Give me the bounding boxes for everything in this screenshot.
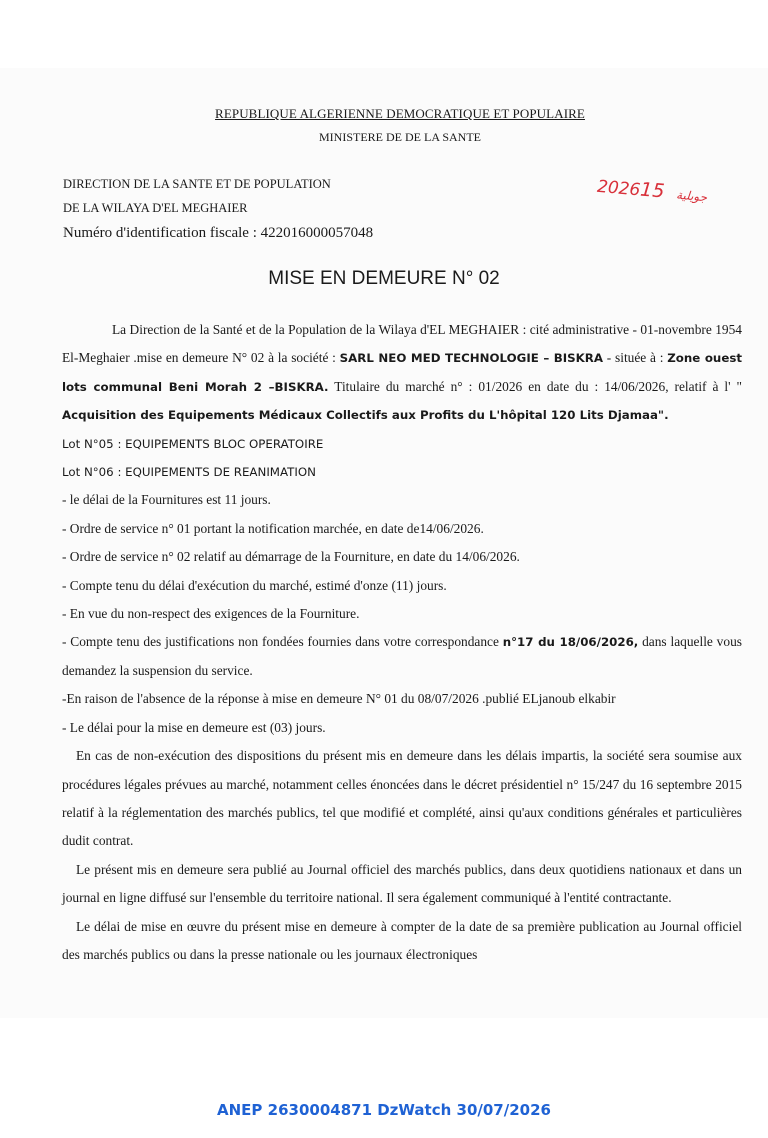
item6-text: - Compte tenu des justifications non fondées fournies dans votre correspondance	[62, 634, 503, 650]
top-margin	[0, 0, 768, 68]
list-item: - Ordre de service n° 01 portant la notification marchée, en date de14/06/2026.	[62, 520, 484, 536]
deadline-paragraph: Le délai de mise en œuvre du présent mise en demeure à compter de la date de sa première publication au Journal officiel des marchés publics ou dans la presse nationale ou les journaux électroniques	[62, 918, 742, 962]
fiscal-id: Numéro d'identification fiscale : 422016000057048	[63, 225, 374, 241]
direction-line1: DIRECTION DE LA SANTE ET DE POPULATION	[63, 177, 331, 191]
intro-paragraph	[62, 316, 742, 430]
list-item: - Le délai pour la mise en demeure est (03) jours.	[62, 719, 326, 735]
list-item: - le délai de la Fournitures est 11 jours.	[62, 492, 271, 508]
intro-text-3: Titulaire du marché n° : 01/2026 en date du : 14/06/2026, relatif à l' "	[328, 378, 742, 394]
notice-body	[62, 316, 742, 969]
item6-text-2: dans laquelle vous demandez la suspension du service.	[62, 634, 742, 678]
list-item: - Ordre de service n° 02 relatif au démarrage de la Fourniture, en date du 14/06/2026.	[62, 549, 520, 565]
intro-text-2: - située à :	[603, 350, 668, 366]
sanctions-paragraph: En cas de non-exécution des dispositions du présent mis en demeure dans les délais impartis, la société sera soumise aux procédures légales prévues au marché, notamment celles énoncées dans le décret présidentiel n° 15/247 du 16 septembre 2015 relatif à la réglementation des marchés publics, tel que modifié et complété, ainsi qu'aux conditions générales et particulières dudit contrat.	[62, 748, 742, 849]
stamp-day: 15	[639, 178, 666, 203]
company-address: Zone ouest lots communal Beni Morah 2 –BISKRA.	[62, 351, 742, 394]
stamp-year: 2026	[596, 176, 642, 201]
correspondence-ref: n°17 du 18/06/2026,	[502, 635, 639, 650]
list-item: -En raison de l'absence de la réponse à mise en demeure N° 01 du 08/07/2026 .publié ELjanoub elkabir	[62, 691, 616, 707]
contract-object: Acquisition des Equipements Médicaux Collectifs aux Profits du L'hôpital 120 Lits Djamaa".	[62, 408, 669, 423]
list-item: - En vue du non-respect des exigences de la Fourniture.	[62, 606, 360, 622]
list-item	[62, 628, 742, 685]
republic-header: REPUBLIQUE ALGERIENNE DEMOCRATIQUE ET POPULAIRE	[215, 106, 585, 121]
direction-line2: DE LA WILAYA D'EL MEGHAIER	[63, 201, 248, 215]
stamp-month: جويلية	[675, 187, 708, 205]
publication-paragraph: Le présent mis en demeure sera publié au Journal officiel des marchés publics, dans deux quotidiens nationaux et dans un journal en ligne diffusé sur l'ensemble du territoire national. Il sera également communiqué à l'entité contractante.	[62, 861, 742, 906]
footer-reference: ANEP 2630004871 DzWatch 30/07/2026	[217, 1101, 551, 1119]
page-title: MISE EN DEMEURE N° 02	[268, 268, 500, 289]
lot-05: Lot N°05 : EQUIPEMENTS BLOC OPERATOIRE	[62, 436, 324, 451]
company-name: SARL NEO MED TECHNOLOGIE – BISKRA	[339, 351, 604, 366]
intro-text: La Direction de la Santé et de la Population de la Wilaya d'EL MEGHAIER : cité administrative - 01-novembre 1954 El-Meghaier .mise en demeure N° 02 à la société :	[62, 322, 742, 366]
list-item: - Compte tenu du délai d'exécution du marché, estimé d'onze (11) jours.	[62, 577, 447, 593]
lot-06: Lot N°06 : EQUIPEMENTS DE REANIMATION	[62, 465, 316, 480]
ministry-header: MINISTERE DE DE LA SANTE	[319, 130, 481, 144]
